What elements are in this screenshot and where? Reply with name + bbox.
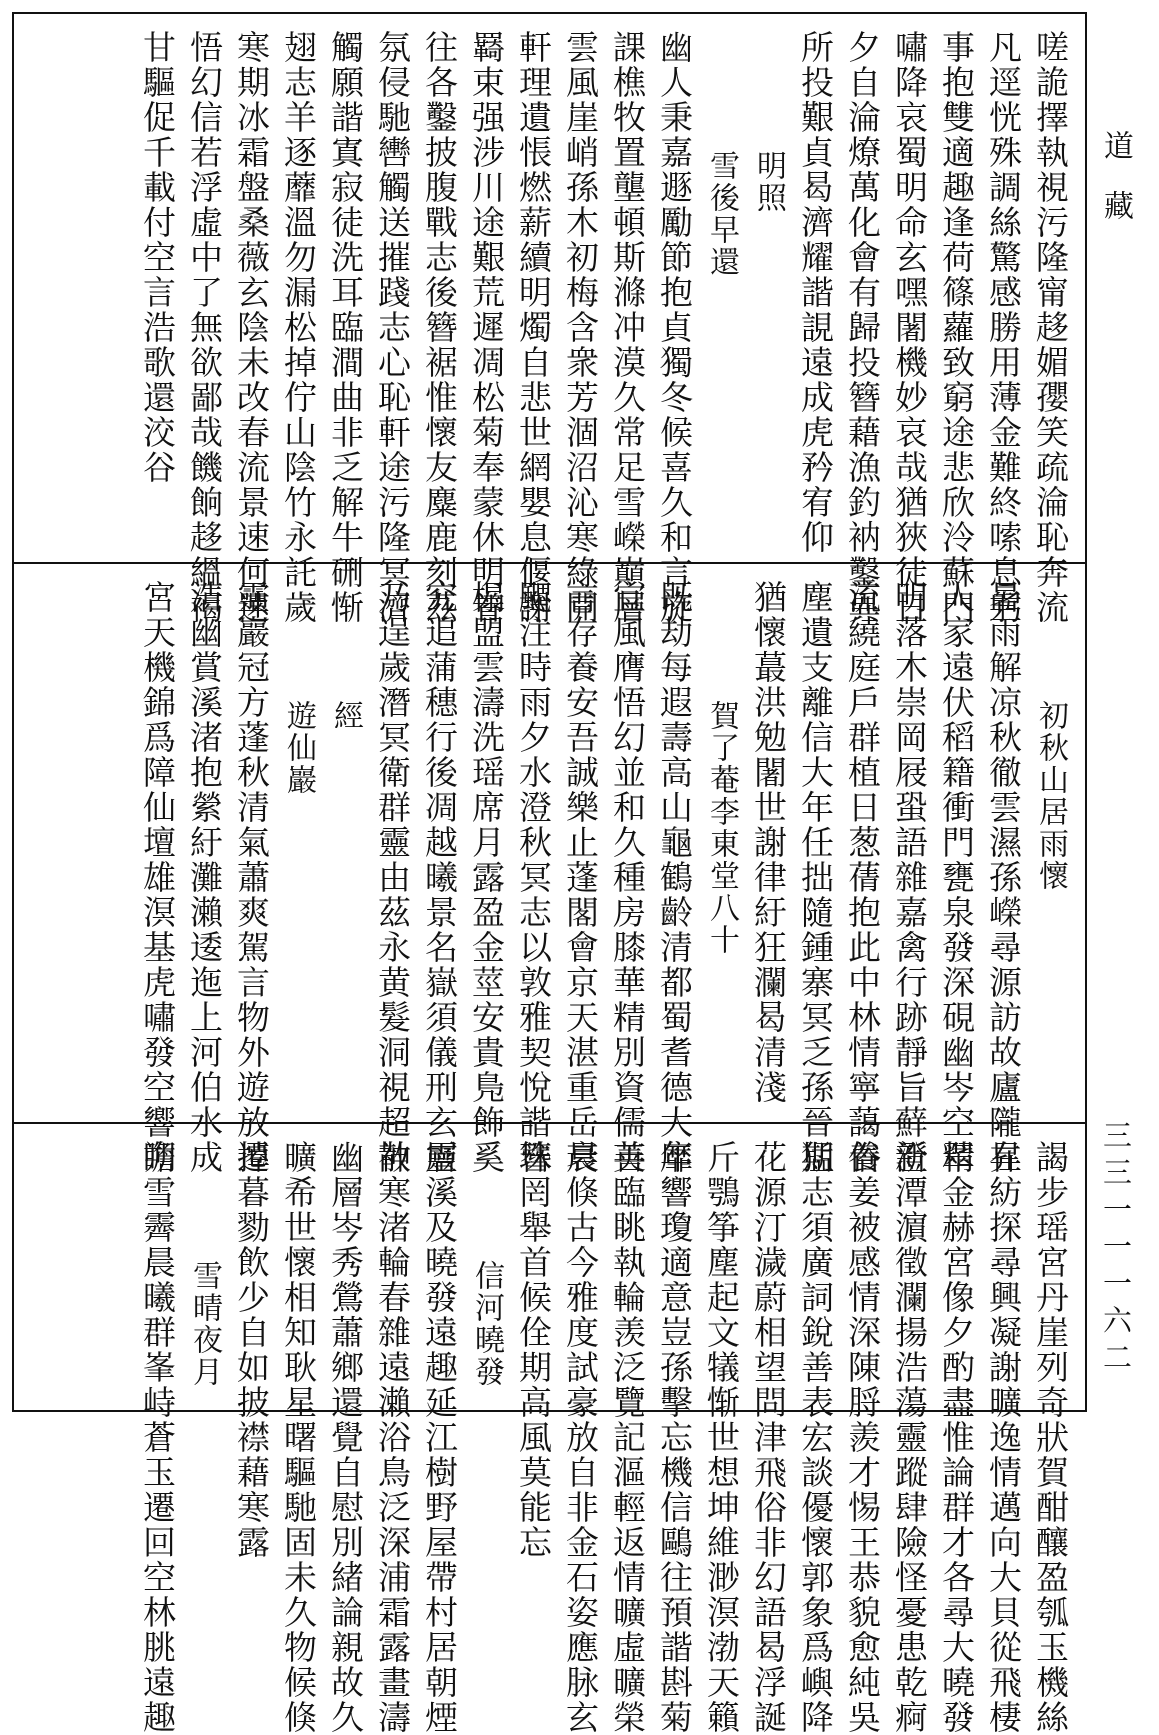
- column-group-bottom: [74, 1140, 1073, 1735]
- text-column: 謁步瑶宮丹崖列奇狀賀酣釀盈瓠玉機絲: [1031, 1140, 1070, 1735]
- text-column: 在紡探尋興凝謝曠逸情邁向大貝從飛棲: [984, 1140, 1023, 1735]
- text-column: 人家遠伏稻籍衝門甕泉發深硯幽岑空翠: [937, 580, 976, 1175]
- text-column: 曠希世懷相知耿星曙驅馳固未久物候倏: [279, 1140, 318, 1735]
- text-column: 甘驅促千載付空言浩歌還洨谷: [138, 30, 177, 485]
- side-header: 道藏: [1098, 130, 1133, 250]
- text-column: 宜風膺悟幻並和久種房膝華精別資儒善: [608, 580, 647, 1175]
- text-column: 課樵牧置壟頓斯滌冲漠久常足雪嶸巔層: [608, 30, 647, 625]
- text-column: 初秋山居雨懷: [1033, 700, 1068, 892]
- text-column: 靈巖冠方蓬秋清氣蕭爽駕言物外遊放掉: [232, 580, 271, 1175]
- text-column: 流繞庭戶群植日葱蒨抱此中林情寧藹俗: [843, 580, 882, 1175]
- text-column: 軒理遺悵燃薪續明燭自悲世網嬰息偃謝: [514, 30, 553, 625]
- text-column: 經: [328, 700, 363, 732]
- page-number: 三三一一一六二: [1099, 1120, 1133, 1379]
- text-panel-bottom: [14, 1124, 1085, 1735]
- column-group-middle: [74, 580, 1073, 1175]
- text-column: 猶懷蕞洪勉闍世謝律紆狂瀾曷清淺: [749, 580, 788, 1105]
- text-column: 暑雨解凉秋徹雲濕孫嶸尋源訪故廬隴昇: [984, 580, 1023, 1175]
- text-column: 斤鶚筝塵起文犠惭世想坤維渺溟渤天籟: [702, 1140, 741, 1735]
- text-column: 明落木崇岡屐蛩語雜嘉禽行跡靜旨蘚新: [890, 580, 929, 1175]
- text-column: 嘯降哀蜀明命玄嘿闍機妙哀哉猶狹徒日: [890, 30, 929, 625]
- text-panel-top: [14, 14, 1085, 625]
- column-group-top: [74, 30, 1073, 625]
- text-column: 賀了菴李東堂八十: [704, 700, 739, 956]
- text-column: 翅志羊逐蘼溫勿漏松掉佇山陰竹永託歲: [279, 30, 318, 625]
- text-column: 颸注時雨夕水澄秋冥志以敦雅契悅諧簪: [514, 580, 553, 1175]
- text-column: 雲風崖峭孫木初梅含衆芳涸沼沁寒綠開: [561, 30, 600, 625]
- text-column: 猛志須廣詞銳善表宏談優懷郭象爲嶼降: [796, 1140, 835, 1735]
- text-column: 事抱雙適趣逢荷篠蘿致窮途悲欣泠蘇門: [937, 30, 976, 625]
- text-column: 宮天機錦爲障仙壇雄溟基虎嘯發空響瞻: [138, 580, 177, 1175]
- text-column: 朔雪霽晨曦群峯峙蒼玉遷回空林朓遠趣: [138, 1140, 177, 1735]
- text-column: 觸願諧寘寂徒洗耳臨澗曲非乏解牛硎惭: [326, 30, 365, 625]
- text-column: 雪後早還: [704, 150, 739, 278]
- text-column: 珠罔舉首候佺期高風莫能忘: [514, 1140, 553, 1560]
- text-column: 靈溪及曉發遠趣延江樹野屋帶村居朝煙: [420, 1140, 459, 1735]
- text-column: 信河曉發: [469, 1260, 504, 1388]
- text-column: 遊仙巖: [281, 700, 316, 796]
- text-column: 所投艱貞曷濟耀諧誢遠成虎矜宥仰: [796, 30, 835, 555]
- text-column: 嗟詭擇執視污隆甯趍媚孾笑疏淪恥奔流: [1031, 30, 1070, 625]
- text-column: 澄潭濵徵瀾揚浩蕩靈蹤肆險怪憂患乾痾: [890, 1140, 929, 1735]
- text-column: 幽人秉嘉遯勵節抱貞獨冬候喜久和言旋: [655, 30, 694, 625]
- text-column: 既劫每遐壽高山龜鶴齡清都蜀耆德大年: [655, 580, 694, 1175]
- text-column: 幽層岑秀鶯蕭鄉還覺自慰別緒論親故久: [326, 1140, 365, 1735]
- text-column: 雪晴夜月: [187, 1260, 222, 1388]
- text-column: 氛侵馳轡觸送摧踐志心恥軒途污隆冥濟: [373, 30, 412, 625]
- text-column: 養姜被感情深陳脟羨才惕王恭貌愈純吳: [843, 1140, 882, 1735]
- text-column: 榻盟雲濤洗瑶席月露盈金莖安貴鳬飾奚: [467, 580, 506, 1175]
- text-column: 散寒渚輪春雜遠瀨浴鳥泛深浦霜露畫濤: [373, 1140, 412, 1735]
- text-column: 衰倏古今雅度試豪放自非金石姿應脉玄: [561, 1140, 600, 1735]
- text-column: 塵遺支離信大年任拙隨鍾寨冥乏孫晉期: [796, 580, 835, 1175]
- text-column: 究追蒲穗行後凋越曦景名嶽須儀刑玄層: [420, 580, 459, 1175]
- text-column: 遷暮勠飲少自如披襟藉寒露: [232, 1140, 271, 1560]
- text-column: 寒期冰霜盤桑薇玄陰未改春流景速何速: [232, 30, 271, 625]
- page-frame: [12, 12, 1087, 1735]
- text-column: 羇束强涉川途艱荒遲凋松菊奉蒙休明眷: [467, 30, 506, 625]
- text-column: 乃逞歲潛冥衛群靈由茲永黄髮洞視超神: [373, 580, 412, 1175]
- text-panel-middle: [14, 564, 1085, 1175]
- text-column: 明照: [751, 150, 786, 214]
- text-column: 夕自淪燎萬化會有歸投簪藉漁釣衲鑿異: [843, 30, 882, 625]
- text-column: 精金赫宮像夕酌盡惟論群才各尋大曉發: [937, 1140, 976, 1735]
- text-column: 浩幽賞溪渚抱縈紆灘瀨逶迤上河伯水成: [185, 580, 224, 1175]
- text-column: 悟幻信若浮虛中了無欲鄙哉饑餉趍縕褐: [185, 30, 224, 625]
- text-column: 言存養安吾誠樂止蓬閣會京天湛重岳晨: [561, 580, 600, 1175]
- text-column: 凡逕恍殊調絲驚感勝用薄金難終嗦息躬: [984, 30, 1023, 625]
- text-column: 靡響瓊適意豈孫擊忘機信鷗往預諧斟菊: [655, 1140, 694, 1735]
- text-column: 英臨眺執輪羡泛覽記漚輕返情曠虛曠榮: [608, 1140, 647, 1735]
- text-column: 往各鑿披腹戰志後簪裾惟懷友麋鹿刻茲: [420, 30, 459, 625]
- text-column: 花源汀濊蔚相望問津飛俗非幻語曷浮誕: [749, 1140, 788, 1735]
